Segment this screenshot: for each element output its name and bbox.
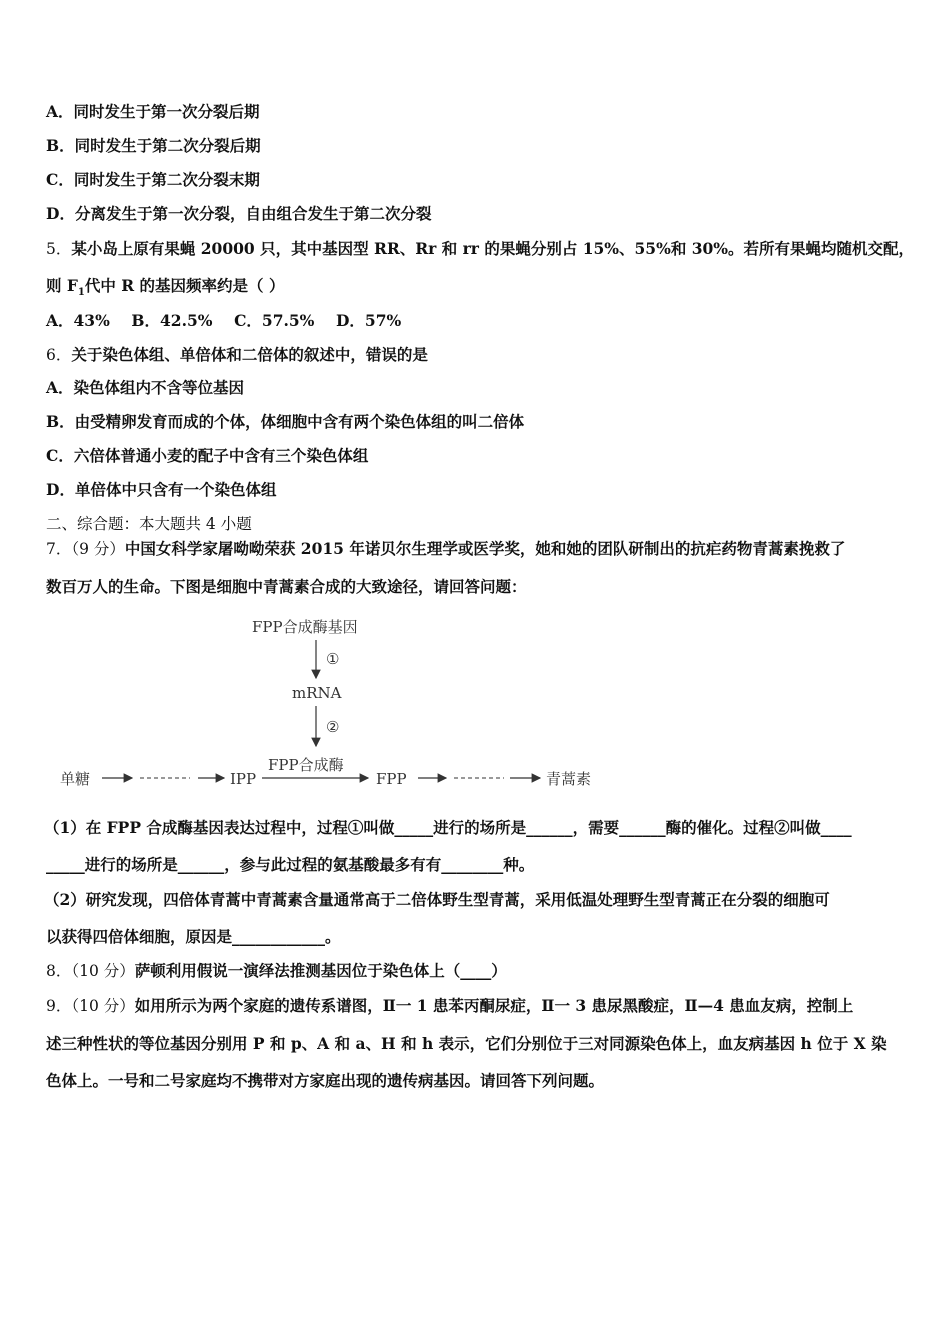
q7-sub1-line2: _____进行的场所是______，参与此过程的氨基酸最多有有________种。	[46, 855, 535, 874]
q6-stem	[46, 345, 428, 365]
q7-sub1-line1: （1）在 FPP 合成酶基因表达过程中，过程①叫做_____进行的场所是______，需要______酶的催化。过程②叫做____	[44, 818, 852, 837]
q6-number: 6．	[46, 346, 72, 364]
q6-option-d-label: D．	[46, 480, 75, 499]
q6-option-a-label: A．	[46, 378, 74, 397]
q5-stem-text-2a: 则 F	[46, 276, 78, 295]
diagram-step-1: ①	[326, 650, 340, 668]
q6-option-a	[46, 378, 244, 398]
q4-option-a-text: 同时发生于第一次分裂后期	[73, 102, 260, 121]
q9-stem-line3: 色体上。一号和二号家庭均不携带对方家庭出现的遗传病基因。请回答下列问题。	[46, 1071, 605, 1090]
q7-stem-line1	[46, 539, 845, 559]
q8-number: 8．（10 分）	[46, 962, 135, 980]
q6-stem-text: 关于染色体组、单倍体和二倍体的叙述中，错误的是	[71, 345, 428, 364]
diagram-mrna-label: mRNA	[292, 684, 342, 702]
q4-option-b-label: B．	[46, 136, 75, 155]
q4-option-d-text: 分离发生于第一次分裂，自由组合发生于第二次分裂	[74, 204, 432, 223]
q6-option-c-label: C．	[46, 446, 74, 465]
section-2-title: 二、综合题：本大题共 4 小题	[46, 515, 252, 533]
q4-option-b	[46, 136, 261, 156]
q4-option-a	[46, 102, 260, 122]
q7-sub2-line1: （2）研究发现，四倍体青蒿中青蒿素含量通常高于二倍体野生型青蒿，采用低温处理野生型青蒿正在分裂的细胞可	[44, 890, 830, 909]
pathway-diagram	[40, 608, 620, 798]
q5-number: 5．	[46, 240, 72, 258]
q6-option-c-text: 六倍体普通小麦的配子中含有三个染色体组	[73, 446, 369, 465]
diagram-sugar-label: 单糖	[60, 770, 91, 788]
q4-option-a-label: A．	[46, 102, 74, 121]
q4-option-b-text: 同时发生于第二次分裂后期	[74, 136, 261, 155]
q9-stem-line1	[46, 996, 853, 1016]
q5-options: A．43% B．42.5% C．57.5% D．57%	[46, 311, 402, 330]
q4-option-c-text: 同时发生于第二次分裂末期	[73, 170, 260, 189]
q5-stem-line1	[46, 239, 914, 259]
q6-option-c	[46, 446, 368, 466]
q8-stem	[46, 961, 507, 981]
q7-sub2-line2: 以获得四倍体细胞，原因是____________。	[46, 927, 341, 946]
q5-stem-line2	[46, 276, 284, 303]
q9-stem-text-1: 如用所示为两个家庭的遗传系谱图，Ⅱ一 1 患苯丙酮尿症，Ⅱ一 3 患尿黑酸症，Ⅱ—4 患血友病，控制上	[134, 996, 854, 1015]
q7-stem-line2: 数百万人的生命。下图是细胞中青蒿素合成的大致途径，请回答问题：	[46, 577, 527, 596]
q6-option-b-label: B．	[46, 412, 75, 431]
q6-option-b-text: 由受精卵发育而成的个体，体细胞中含有两个染色体组的叫二倍体	[74, 412, 525, 431]
q7-stem-text-1: 中国女科学家屠呦呦荣获 2015 年诺贝尔生理学或医学奖，她和她的团队研制出的抗疟药物青蒿素挽救了	[124, 539, 846, 558]
q9-stem-line2: 述三种性状的等位基因分别用 P 和 p、A 和 a、H 和 h 表示，它们分别位于三对同源染色体上，血友病基因 h 位于 X 染	[46, 1034, 887, 1053]
q4-option-c	[46, 170, 260, 190]
q4-option-c-label: C．	[46, 170, 74, 189]
q5-stem-text-1: 某小岛上原有果蝇 20000 只，其中基因型 RR、Rr 和 rr 的果蝇分别占 15%、55%和 30%。若所有果蝇均随机交配，	[71, 239, 915, 258]
q9-number: 9．（10 分）	[46, 997, 135, 1015]
diagram-fpp-label: FPP	[376, 770, 407, 788]
q4-option-d	[46, 204, 431, 224]
q7-number: 7．（9 分）	[46, 540, 125, 558]
q6-option-d	[46, 480, 276, 500]
diagram-ipp-label: IPP	[230, 770, 257, 788]
q8-stem-text: 萨顿利用假说一演绎法推测基因位于染色体上（____）	[134, 961, 507, 980]
q4-option-d-label: D．	[46, 204, 75, 223]
q5-stem-sub: 1	[77, 287, 85, 299]
diagram-gene-label: FPP合成酶基因	[252, 618, 358, 636]
diagram-product-label: 青蒿素	[546, 770, 592, 788]
q6-option-b	[46, 412, 524, 432]
diagram-enzyme-label: FPP合成酶	[268, 756, 344, 774]
diagram-step-2: ②	[326, 718, 340, 736]
q6-option-a-text: 染色体组内不含等位基因	[73, 378, 245, 397]
q6-option-d-text: 单倍体中只含有一个染色体组	[74, 480, 277, 499]
q5-stem-text-2b: 代中 R 的基因频率约是（ ）	[84, 276, 285, 295]
